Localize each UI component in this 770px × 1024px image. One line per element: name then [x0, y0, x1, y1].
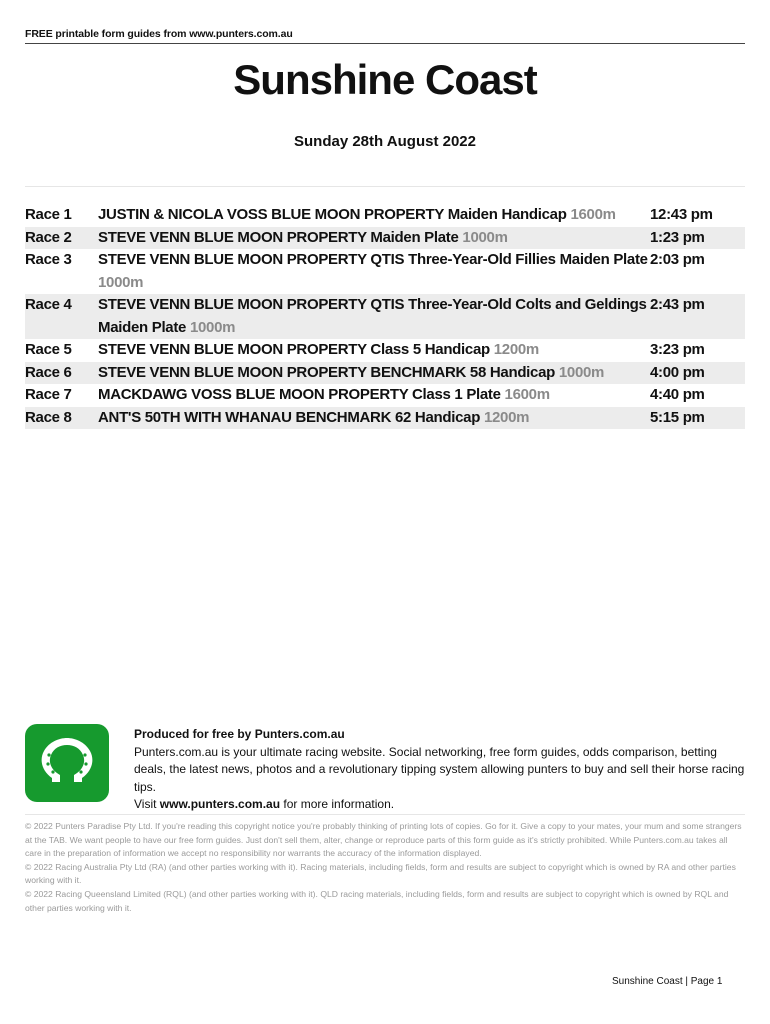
- race-distance: 1000m: [189, 318, 236, 336]
- legal-paragraph: © 2022 Racing Australia Pty Ltd (RA) (and other parties working with it). Racing materials, including fields, form and results are subject to copyright which is owned by RA and other parties working with it.: [25, 861, 736, 886]
- legal-paragraph: © 2022 Racing Queensland Limited (RQL) (and other parties working with it). QLD racing materials, including fields, form and results are subject to copyright which is owned by RQL and other parties working with it.: [25, 888, 729, 913]
- race-time: 12:43 pm: [650, 206, 713, 223]
- race-title: STEVE VENN BLUE MOON PROPERTY QTIS Three-Year-Old Colts and Geldings Maiden Plate: [98, 296, 647, 336]
- page-footer: Sunshine Coast | Page 1: [612, 976, 723, 987]
- promo-text: Punters.com.au is your ultimate racing website. Social networking, free form guides, odds comparison, betting deals, the latest news, photos and a revolutionary tipping system allowing punters to buy and sell their horse racing tips.: [134, 744, 745, 794]
- race-title: STEVE VENN BLUE MOON PROPERTY QTIS Three-Year-Old Fillies Maiden Plate: [98, 251, 648, 268]
- race-name: [98, 294, 650, 339]
- race-number: Race 1: [25, 206, 72, 223]
- race-distance: 1200m: [483, 408, 530, 426]
- race-name: [98, 249, 650, 294]
- race-title: STEVE VENN BLUE MOON PROPERTY Class 5 Handicap: [98, 341, 490, 358]
- race-number: Race 2: [25, 228, 72, 246]
- race-number: Race 4: [25, 296, 72, 313]
- race-distance: 1600m: [504, 386, 550, 403]
- top-banner: FREE printable form guides from www.punters.com.au: [25, 28, 745, 44]
- race-number: Race 5: [25, 341, 72, 358]
- visit-prefix: Visit: [134, 797, 160, 811]
- race-distance: 1200m: [493, 341, 539, 358]
- race-name: [98, 227, 650, 250]
- race-list: [25, 204, 745, 429]
- race-date: Sunday 28th August 2022: [294, 133, 476, 150]
- race-name: [98, 407, 650, 430]
- race-title: STEVE VENN BLUE MOON PROPERTY BENCHMARK 58 Handicap: [98, 363, 555, 381]
- race-row: [25, 362, 745, 385]
- race-distance: 1000m: [558, 363, 605, 381]
- race-row: [25, 249, 745, 294]
- race-row: [25, 339, 745, 362]
- race-name: [98, 362, 650, 385]
- race-title: STEVE VENN BLUE MOON PROPERTY Maiden Plate: [98, 228, 459, 246]
- punters-logo: [25, 724, 109, 802]
- race-name: [98, 384, 650, 407]
- promo-visit: [134, 796, 746, 814]
- divider: [25, 814, 745, 815]
- race-title: ANT'S 50TH WITH WHANAU BENCHMARK 62 Handicap: [98, 408, 481, 426]
- race-title: JUSTIN & NICOLA VOSS BLUE MOON PROPERTY Maiden Handicap: [98, 206, 567, 223]
- race-distance: 1000m: [462, 228, 508, 246]
- race-distance: 1000m: [98, 273, 144, 291]
- page-title: Sunshine Coast: [233, 56, 537, 103]
- divider: [25, 186, 745, 187]
- race-row: [25, 407, 745, 430]
- race-row: [25, 227, 745, 250]
- legal-notice: [25, 820, 745, 915]
- race-time: 2:43 pm: [650, 296, 705, 313]
- race-name: [98, 204, 650, 227]
- race-row: [25, 384, 745, 407]
- race-number: Race 6: [25, 363, 72, 381]
- race-number: Race 3: [25, 251, 72, 268]
- race-name: [98, 339, 650, 362]
- race-number: Race 7: [25, 386, 72, 403]
- race-time: 1:23 pm: [650, 228, 705, 246]
- race-row: [25, 294, 745, 339]
- race-time: 4:40 pm: [650, 386, 705, 403]
- promo-block: [134, 726, 746, 814]
- race-title: MACKDAWG VOSS BLUE MOON PROPERTY Class 1 Plate: [98, 386, 501, 403]
- race-time: 4:00 pm: [650, 363, 705, 381]
- race-time: 3:23 pm: [650, 341, 705, 358]
- race-time: 5:15 pm: [650, 408, 705, 426]
- visit-suffix: for more information.: [280, 797, 395, 811]
- legal-paragraph: © 2022 Punters Paradise Pty Ltd. If you're reading this copyright notice you're probably thinking of printing lots of copies. Go for it. Give a copy to your mates, your mum and some strangers at the TAB. We want people to have our free form guides. Just don't sell them, alter, change or reproduce parts of this form guide as it's strictly prohibited. While Punters.com.au takes all care in the preparation of information we accept no responsibility nor warrants the accuracy of the information displayed.: [25, 821, 742, 859]
- race-time: 2:03 pm: [650, 251, 705, 268]
- punters-link[interactable]: www.punters.com.au: [159, 797, 281, 811]
- horseshoe-icon: [25, 724, 109, 802]
- race-row: [25, 204, 745, 227]
- race-number: Race 8: [25, 408, 72, 426]
- race-distance: 1600m: [570, 206, 616, 223]
- promo-title: Produced for free by Punters.com.au: [134, 727, 345, 741]
